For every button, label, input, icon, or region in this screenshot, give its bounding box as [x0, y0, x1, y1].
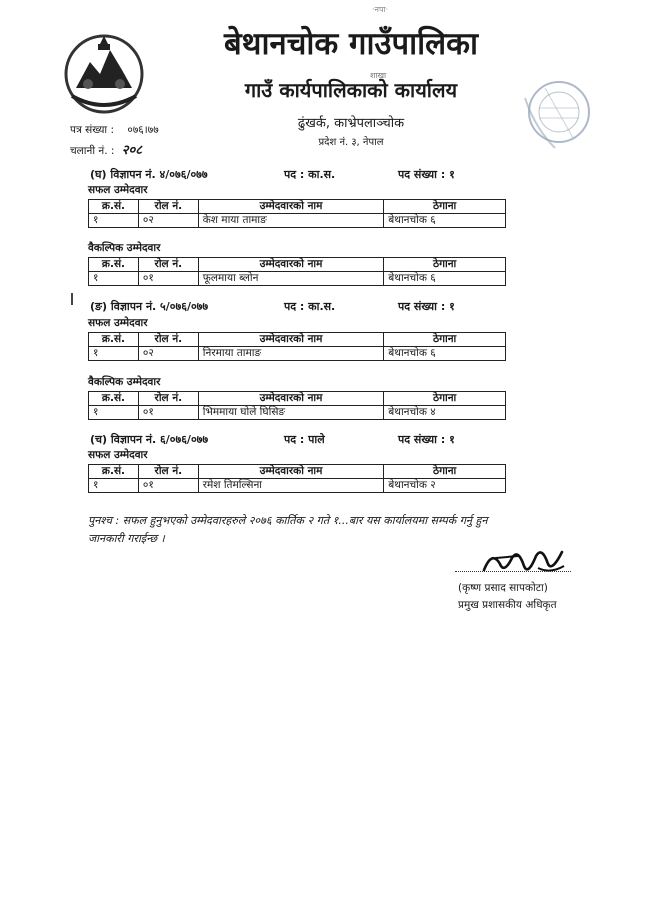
section-2-successful-table	[88, 332, 506, 361]
cell-name: रमेश तिमल्सिना	[198, 479, 383, 493]
chalani-label: चलानी नं. :	[70, 145, 115, 157]
signatory-title: प्रमुख प्रशासकीय अधिकृत	[458, 599, 557, 611]
note-line-1: पुनश्च : सफल हुनुभएको उम्मेदवारहरुले २०७६ कार्तिक २ गते १...बार यस कार्यालयमा सम्पर्क गर्नु हुन	[88, 514, 488, 527]
cell-roll: ०१	[138, 272, 198, 286]
handwritten-signature	[478, 544, 570, 580]
section-2-alternate-table	[88, 391, 506, 420]
office-title: गाउँ कार्यपालिकाको कार्यालय	[244, 78, 458, 102]
patra-row	[70, 123, 159, 137]
org-title: बेथानचोक गाउँपालिका	[223, 26, 479, 62]
cell-name: निरमाया तामाङ	[198, 347, 383, 361]
section-1-successful-label: सफल उम्मेदवार	[88, 184, 148, 196]
cell-address: बेथानचोक ६	[384, 214, 506, 228]
cell-address: बेथानचोक २	[384, 479, 506, 493]
col-name: उम्मेदवारको नाम	[198, 258, 383, 272]
side-mark: शाखा	[370, 71, 387, 80]
cell-roll: ०१	[138, 406, 198, 420]
top-mark: ·नपा·	[372, 5, 389, 14]
section-3-seats: पद संख्या : १	[398, 433, 455, 446]
table-row	[89, 406, 506, 420]
section-1-alternate-label: वैकल्पिक उम्मेदवार	[88, 242, 161, 254]
section-2-successful-label: सफल उम्मेदवार	[88, 317, 148, 329]
col-roll: रोल नं.	[138, 333, 198, 347]
col-name: उम्मेदवारको नाम	[198, 392, 383, 406]
col-roll: रोल नं.	[138, 392, 198, 406]
address-line-1: ढुंखर्क, काभ्रेपलाञ्चोक	[297, 116, 405, 131]
address-line-2: प्रदेश नं. ३, नेपाल	[318, 137, 384, 148]
col-address: ठेगाना	[384, 392, 506, 406]
table-row	[89, 214, 506, 228]
section-1-heading: (घ) विज्ञापन नं. ४/०७६/०७७	[90, 168, 208, 181]
col-serial: क्र.सं.	[89, 392, 139, 406]
section-1-post: पद : का.स.	[284, 168, 336, 181]
section-3-successful-label: सफल उम्मेदवार	[88, 449, 148, 461]
col-serial: क्र.सं.	[89, 333, 139, 347]
postscript-note	[88, 512, 568, 548]
section-3-heading: (च) विज्ञापन नं. ६/०७६/०७७	[90, 433, 209, 446]
note-line-2: जानकारी गराईन्छ ।	[88, 532, 165, 545]
patra-value: ०७६।७७	[127, 124, 159, 136]
table-row	[89, 347, 506, 361]
cell-address: बेथानचोक ६	[384, 347, 506, 361]
section-1-seats: पद संख्या : १	[398, 168, 455, 181]
section-3-successful-table	[88, 464, 506, 493]
col-serial: क्र.सं.	[89, 258, 139, 272]
col-name: उम्मेदवारको नाम	[198, 333, 383, 347]
table-header-row	[89, 258, 506, 272]
cell-roll: ०१	[138, 479, 198, 493]
col-name: उम्मेदवारको नाम	[198, 200, 383, 214]
table-header-row	[89, 465, 506, 479]
cell-address: बेथानचोक ४	[384, 406, 506, 420]
section-2-seats: पद संख्या : १	[398, 300, 455, 313]
table-row	[89, 479, 506, 493]
cell-name: फूलमाया ब्लोन	[198, 272, 383, 286]
cell-serial: १	[89, 406, 139, 420]
cell-serial: १	[89, 347, 139, 361]
cell-address: बेथानचोक ६	[384, 272, 506, 286]
signature-line	[455, 571, 571, 572]
col-serial: क्र.सं.	[89, 465, 139, 479]
signatory-name: (कृष्ण प्रसाद सापकोटा)	[458, 582, 548, 594]
office-stamp	[515, 68, 593, 158]
cell-roll: ०२	[138, 214, 198, 228]
section-2-post: पद : का.स.	[284, 300, 336, 313]
col-address: ठेगाना	[384, 465, 506, 479]
section-3-post: पद : पाले	[284, 433, 325, 446]
chalani-row	[70, 140, 142, 158]
col-address: ठेगाना	[384, 200, 506, 214]
chalani-value: २०८	[121, 143, 143, 158]
section-2-heading: (ङ) विज्ञापन नं. ५/०७६/०७७	[90, 300, 209, 313]
cell-name: केश माया तामाङ	[198, 214, 383, 228]
col-roll: रोल नं.	[138, 465, 198, 479]
cell-serial: १	[89, 214, 139, 228]
col-name: उम्मेदवारको नाम	[198, 465, 383, 479]
col-serial: क्र.सं.	[89, 200, 139, 214]
col-address: ठेगाना	[384, 333, 506, 347]
table-header-row	[89, 392, 506, 406]
col-roll: रोल नं.	[138, 258, 198, 272]
section-2-alternate-label: वैकल्पिक उम्मेदवार	[88, 376, 161, 388]
patra-label: पत्र संख्या :	[70, 124, 115, 136]
table-header-row	[89, 200, 506, 214]
table-row	[89, 272, 506, 286]
section-1-successful-table	[88, 199, 506, 228]
table-header-row	[89, 333, 506, 347]
col-roll: रोल नं.	[138, 200, 198, 214]
cell-serial: १	[89, 272, 139, 286]
cell-serial: १	[89, 479, 139, 493]
col-address: ठेगाना	[384, 258, 506, 272]
section-1-alternate-table	[88, 257, 506, 286]
cell-roll: ०२	[138, 347, 198, 361]
cell-name: भिममाया घोले घिसिङ	[198, 406, 383, 420]
ink-mark	[71, 293, 73, 305]
